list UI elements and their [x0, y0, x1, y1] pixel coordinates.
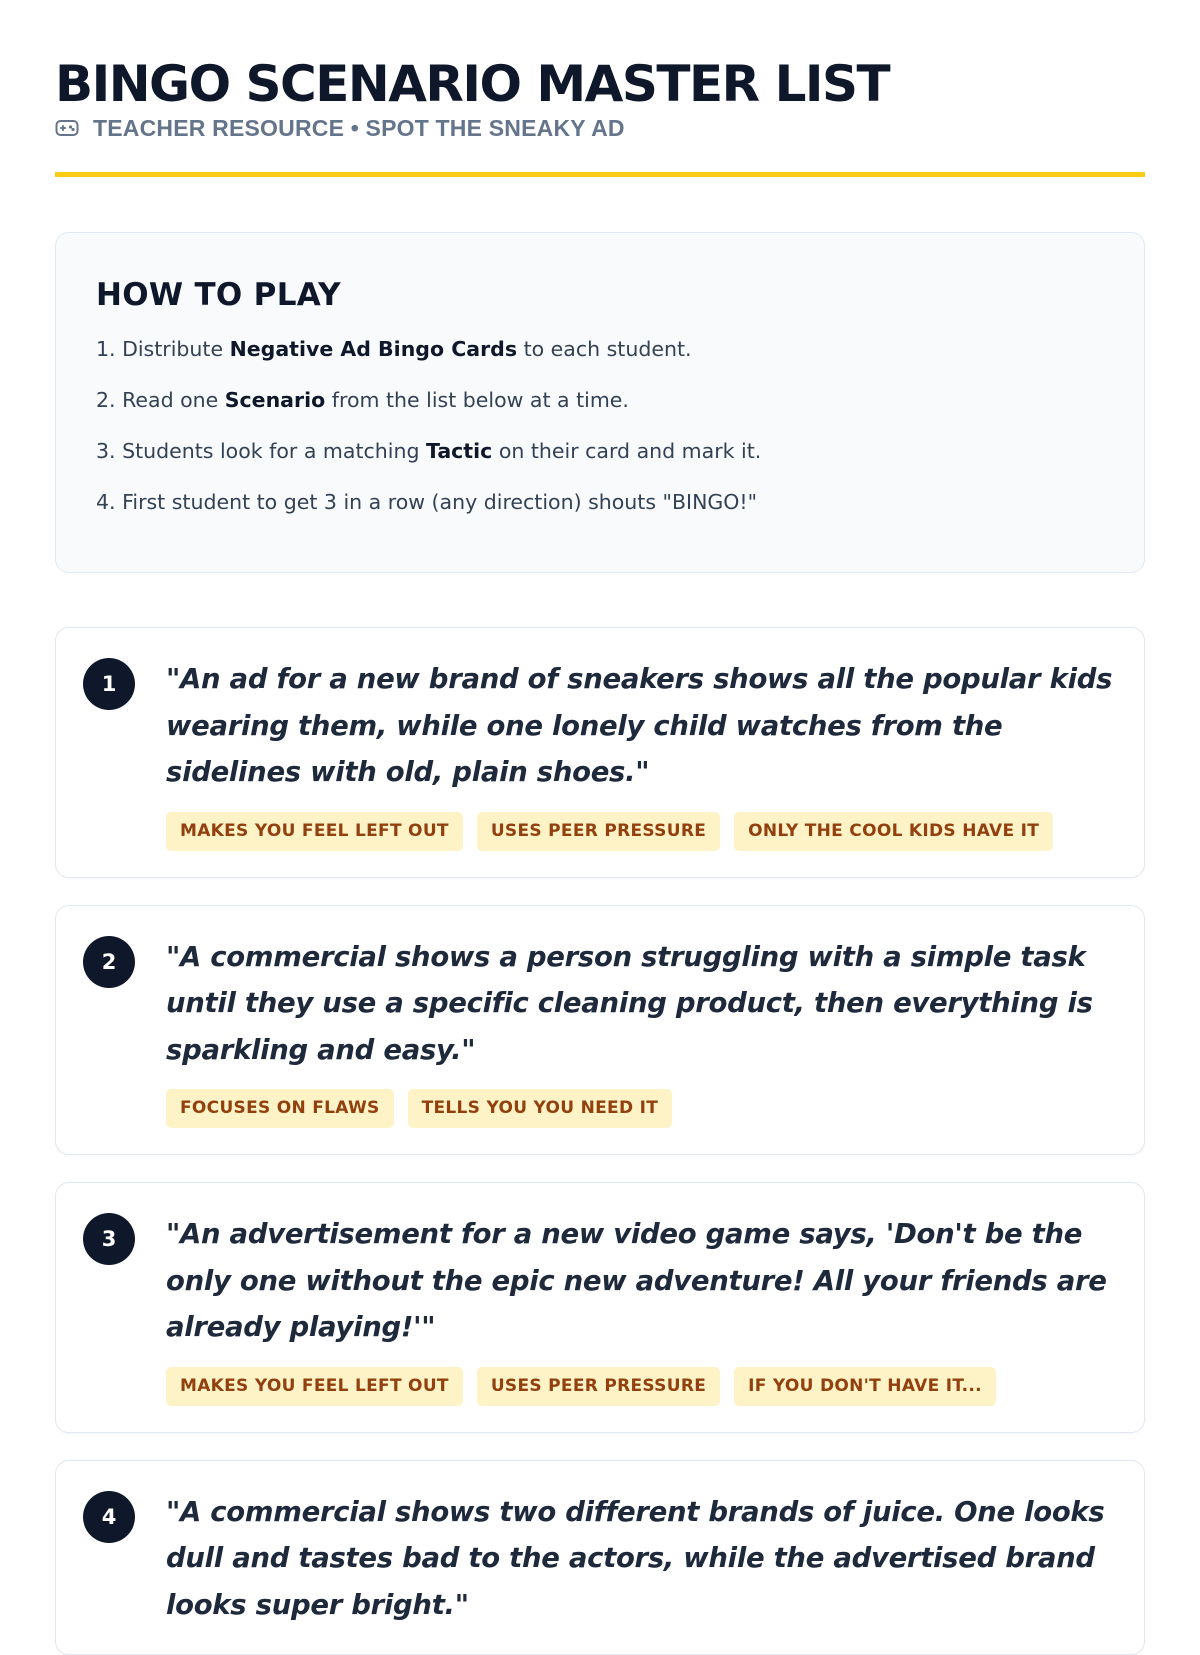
- how-to-play-step: [96, 437, 1104, 465]
- scenario-number-badge: 2: [83, 936, 135, 988]
- step-keyword: Scenario: [225, 388, 325, 412]
- scenario-quote: "A commercial shows two different brands of juice. One looks dull and tastes bad to the actors, while the advertised brand looks super bright.": [166, 1489, 1114, 1629]
- tactic-tags: [166, 812, 1114, 851]
- scenario-list: [55, 627, 1145, 1655]
- scenario-card: [55, 1182, 1145, 1433]
- subtitle-row: [55, 114, 1145, 142]
- scenario-card: [55, 905, 1145, 1156]
- step-text: 2. Read one: [96, 388, 225, 412]
- tactic-tag: USES PEER PRESSURE: [477, 812, 720, 851]
- gamepad-icon: [55, 117, 81, 139]
- tactic-tag: USES PEER PRESSURE: [477, 1367, 720, 1406]
- tactic-tag: MAKES YOU FEEL LEFT OUT: [166, 1367, 463, 1406]
- header-divider: [55, 172, 1145, 177]
- scenario-card: [55, 1460, 1145, 1655]
- step-text: 4. First student to get 3 in a row (any direction) shouts "BINGO!": [96, 490, 757, 514]
- step-text: 1. Distribute: [96, 337, 230, 361]
- scenario-quote: "An advertisement for a new video game says, 'Don't be the only one without the epic new adventure! All your friends are already playing!'": [166, 1211, 1114, 1351]
- scenario-card: [55, 627, 1145, 878]
- scenario-number-badge: 4: [83, 1491, 135, 1543]
- step-text: from the list below at a time.: [325, 388, 629, 412]
- step-keyword: Tactic: [426, 439, 492, 463]
- step-text: on their card and mark it.: [492, 439, 761, 463]
- how-to-play-panel: [55, 232, 1145, 573]
- header: [55, 0, 1145, 177]
- tactic-tag: TELLS YOU YOU NEED IT: [408, 1089, 673, 1128]
- tactic-tags: [166, 1367, 1114, 1406]
- scenario-number-badge: 3: [83, 1213, 135, 1265]
- step-keyword: Negative Ad Bingo Cards: [230, 337, 517, 361]
- scenario-quote: "An ad for a new brand of sneakers shows all the popular kids wearing them, while one lonely child watches from the sidelines with old, plain shoes.": [166, 656, 1114, 796]
- tactic-tag: ONLY THE COOL KIDS HAVE IT: [734, 812, 1053, 851]
- step-text: to each student.: [517, 337, 691, 361]
- how-to-play-step: [96, 488, 1104, 516]
- tactic-tags: [166, 1089, 1114, 1128]
- tactic-tag: IF YOU DON'T HAVE IT...: [734, 1367, 996, 1406]
- how-to-play-steps: [96, 335, 1104, 516]
- page-title: BINGO SCENARIO MASTER LIST: [55, 54, 1145, 114]
- how-to-play-title: HOW TO PLAY: [96, 277, 1104, 313]
- page-subtitle: TEACHER RESOURCE • SPOT THE SNEAKY AD: [93, 115, 625, 142]
- scenario-quote: "A commercial shows a person struggling with a simple task until they use a specific cleaning product, then everything is sparkling and easy.": [166, 934, 1114, 1074]
- how-to-play-step: [96, 335, 1104, 363]
- scenario-number-badge: 1: [83, 658, 135, 710]
- step-text: 3. Students look for a matching: [96, 439, 426, 463]
- tactic-tag: FOCUSES ON FLAWS: [166, 1089, 394, 1128]
- how-to-play-step: [96, 386, 1104, 414]
- tactic-tag: MAKES YOU FEEL LEFT OUT: [166, 812, 463, 851]
